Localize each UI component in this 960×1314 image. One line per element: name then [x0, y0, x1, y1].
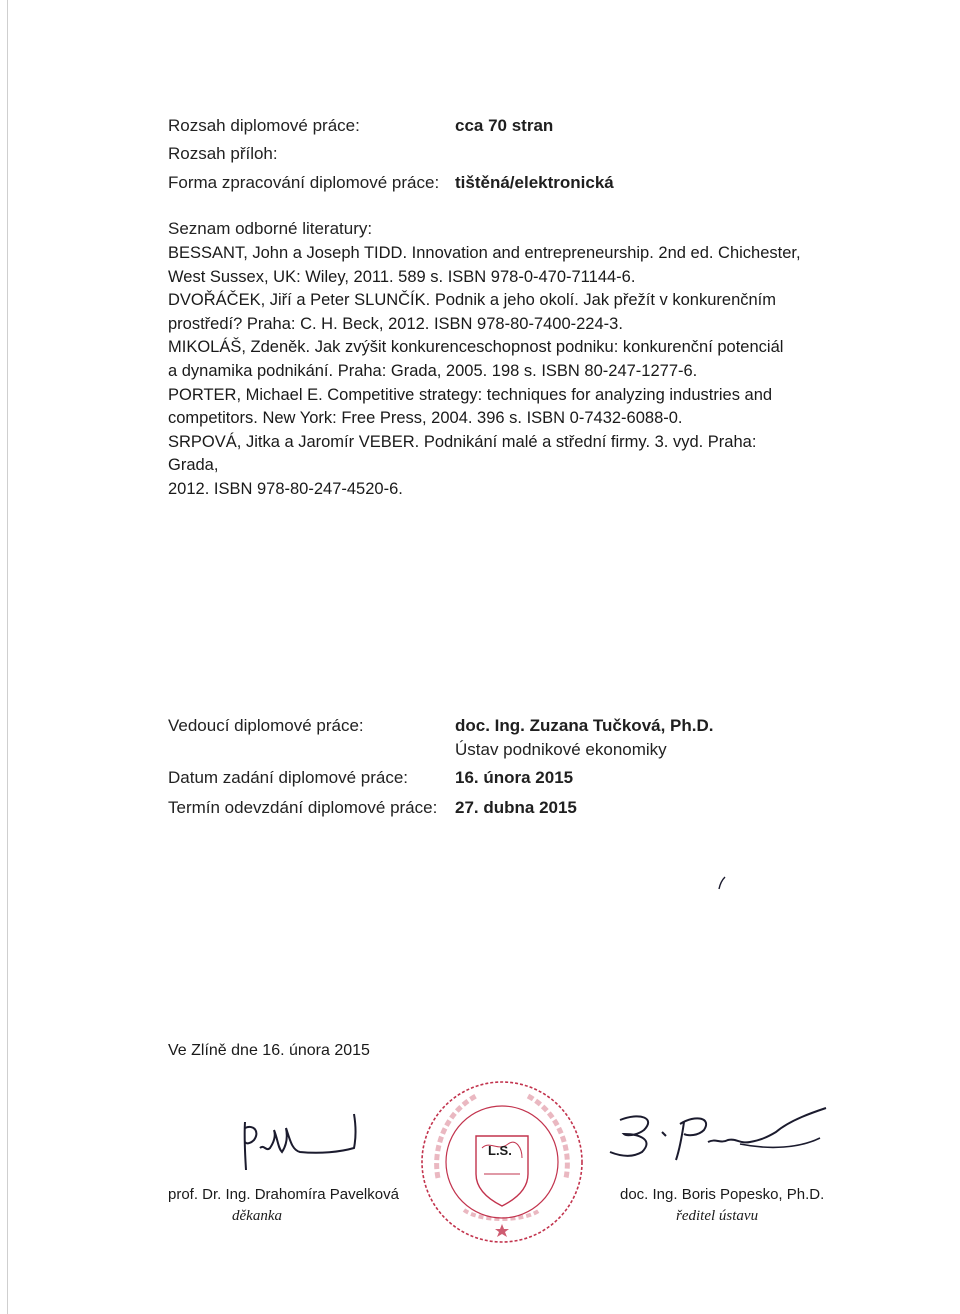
- pen-mark: [716, 872, 730, 892]
- reference-line: SRPOVÁ, Jitka a Jaromír VEBER. Podnikání malé a střední firmy. 3. vyd. Praha: Grada,: [168, 432, 757, 475]
- reference-line: prostředí? Praha: C. H. Beck, 2012. ISBN 978-80-7400-224-3.: [168, 314, 623, 333]
- supervisor-label: Vedoucí diplomové práce:: [168, 716, 364, 735]
- reference-item: [168, 431, 808, 502]
- director-signature-icon: [600, 1108, 840, 1168]
- reference-item: [168, 384, 808, 431]
- reference-item: [168, 336, 808, 383]
- dean-role: děkanka: [232, 1208, 282, 1224]
- supervisor-name: doc. Ing. Zuzana Tučková, Ph.D.: [455, 716, 714, 735]
- reference-line: PORTER, Michael E. Competitive strategy: techniques for analyzing industries and: [168, 385, 773, 404]
- director-name: doc. Ing. Boris Popesko, Ph.D.: [620, 1186, 825, 1203]
- reference-line: DVOŘÁČEK, Jiří a Peter SLUNČÍK. Podnik a jeho okolí. Jak přežít v konkurenčním: [168, 291, 776, 310]
- rozsah-label: Rozsah diplomové práce:: [168, 116, 360, 135]
- reference-line: West Sussex, UK: Wiley, 2011. 589 s. ISBN 978-0-470-71144-6.: [168, 267, 636, 286]
- scan-edge-line: [7, 0, 8, 1314]
- reference-item: [168, 242, 808, 289]
- supervisor-department: Ústav podnikové ekonomiky: [455, 740, 667, 759]
- reference-line: BESSANT, John a Joseph TIDD. Innovation and entrepreneurship. 2nd ed. Chichester,: [168, 244, 801, 262]
- termin-label: Termín odevzdání diplomové práce:: [168, 798, 438, 817]
- reference-line: 2012. ISBN 978-80-247-4520-6.: [168, 479, 403, 498]
- literature-list: [168, 242, 808, 502]
- dean-name: prof. Dr. Ing. Drahomíra Pavelková: [168, 1186, 399, 1203]
- university-seal-icon: [418, 1078, 586, 1246]
- prilohy-label: Rozsah příloh:: [168, 144, 278, 163]
- forma-value: tištěná/elektronická: [455, 173, 614, 192]
- stamp-label: L.S.: [488, 1143, 512, 1158]
- termin-value: 27. dubna 2015: [455, 798, 577, 817]
- director-role: ředitel ústavu: [676, 1208, 759, 1224]
- reference-item: [168, 289, 808, 336]
- literature-title: Seznam odborné literatury:: [168, 219, 373, 238]
- rozsah-value: cca 70 stran: [455, 116, 554, 135]
- zadani-label: Datum zadání diplomové práce:: [168, 768, 409, 787]
- reference-line: competitors. New York: Free Press, 2004. 396 s. ISBN 0-7432-6088-0.: [168, 409, 683, 428]
- reference-line: MIKOLÁŠ, Zdeněk. Jak zvýšit konkurenceschopnost podniku: konkurenční potenciál: [168, 338, 784, 357]
- zadani-value: 16. února 2015: [455, 768, 574, 787]
- place-and-date: Ve Zlíně dne 16. února 2015: [168, 1042, 370, 1059]
- forma-label: Forma zpracování diplomové práce:: [168, 173, 440, 192]
- dean-signature-icon: [230, 1108, 370, 1178]
- reference-line: a dynamika podnikání. Praha: Grada, 2005. 198 s. ISBN 80-247-1277-6.: [168, 361, 698, 380]
